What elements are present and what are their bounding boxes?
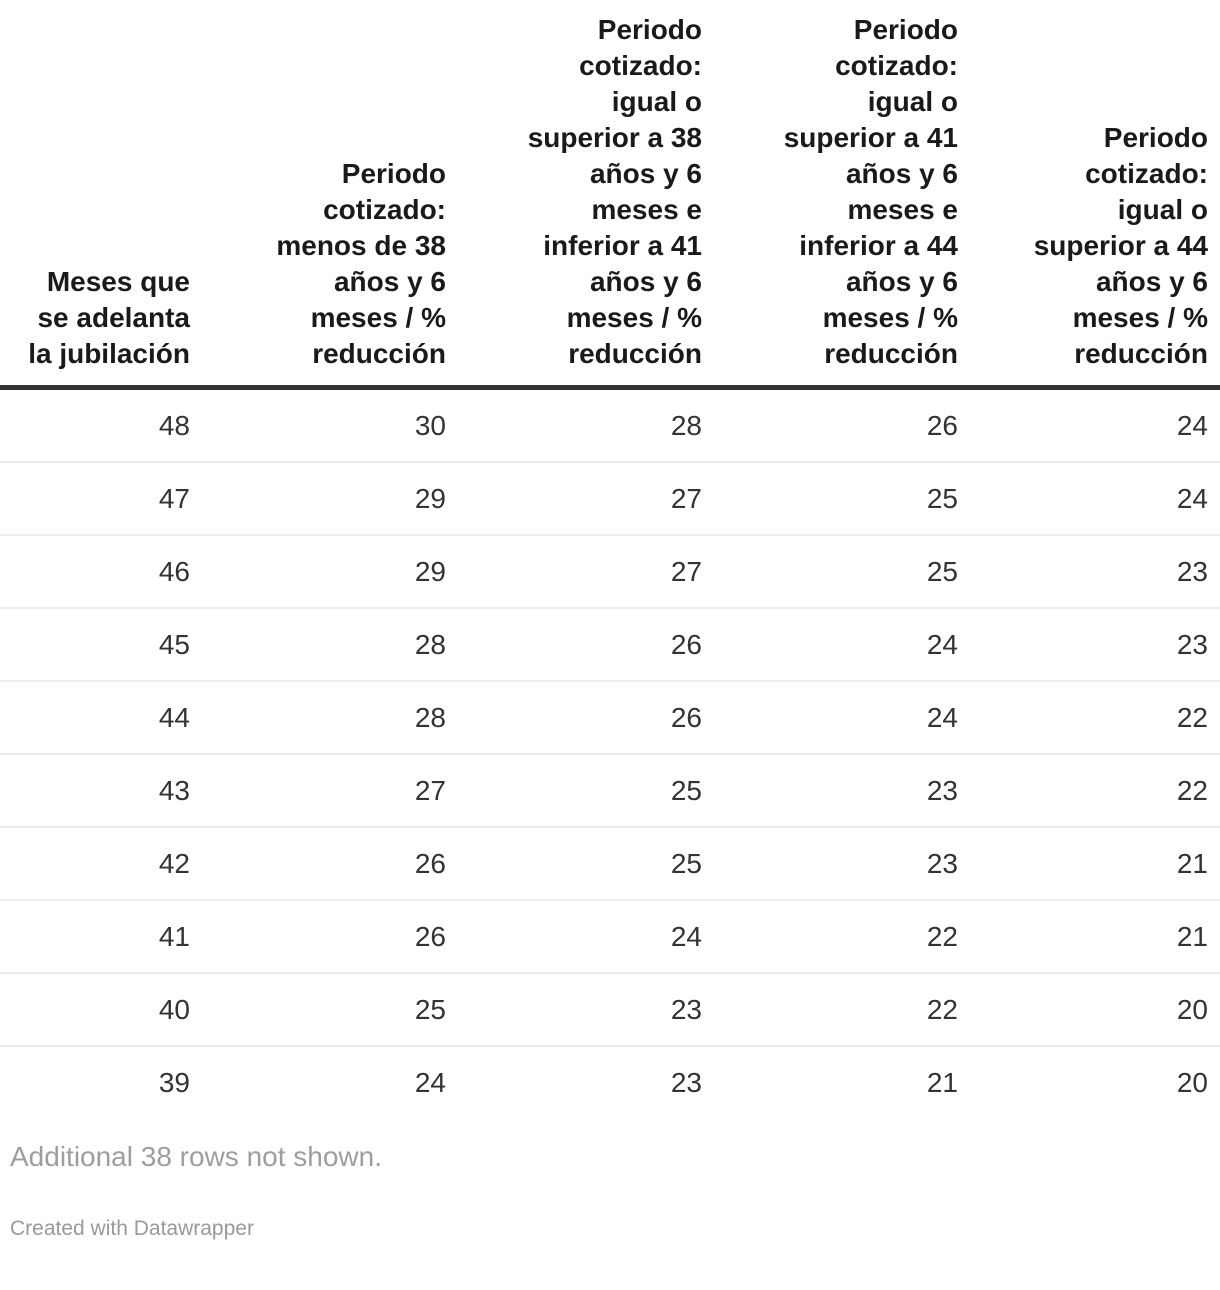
cell-reduccion: 20 [968,1046,1220,1118]
cell-meses: 45 [0,608,200,681]
column-header-periodo-41-a-44: Periodo cotizado: igual o superior a 41 años y 6 meses e inferior a 44 años y 6 meses / % reducción [712,0,968,388]
cell-meses: 47 [0,462,200,535]
cell-reduccion: 25 [712,535,968,608]
table-row [0,681,1220,754]
table-row [0,900,1220,973]
cell-meses: 43 [0,754,200,827]
column-header-periodo-38-a-41: Periodo cotizado: igual o superior a 38 años y 6 meses e inferior a 41 años y 6 meses / % reducción [456,0,712,388]
cell-meses: 42 [0,827,200,900]
cell-reduccion: 21 [968,900,1220,973]
cell-reduccion: 26 [456,608,712,681]
cell-reduccion: 20 [968,973,1220,1046]
cell-reduccion: 22 [712,973,968,1046]
cell-reduccion: 29 [200,535,456,608]
cell-reduccion: 24 [200,1046,456,1118]
cell-reduccion: 25 [200,973,456,1046]
cell-reduccion: 30 [200,388,456,463]
cell-reduccion: 21 [712,1046,968,1118]
cell-meses: 44 [0,681,200,754]
table-row [0,1046,1220,1118]
cell-reduccion: 24 [712,608,968,681]
cell-reduccion: 24 [712,681,968,754]
cell-reduccion: 24 [968,388,1220,463]
cell-reduccion: 25 [456,754,712,827]
table-row [0,462,1220,535]
column-header-meses-adelanto: Meses que se adelanta la jubilación [0,0,200,388]
cell-meses: 41 [0,900,200,973]
cell-reduccion: 28 [200,681,456,754]
cell-reduccion: 24 [968,462,1220,535]
cell-reduccion: 27 [200,754,456,827]
cell-reduccion: 21 [968,827,1220,900]
cell-meses: 39 [0,1046,200,1118]
table-header [0,0,1220,388]
table-row [0,608,1220,681]
cell-meses: 46 [0,535,200,608]
cell-reduccion: 25 [456,827,712,900]
cell-reduccion: 22 [968,681,1220,754]
datawrapper-attribution-link[interactable]: Created with Datawrapper [10,1217,254,1240]
cell-reduccion: 23 [456,1046,712,1118]
cell-reduccion: 26 [200,827,456,900]
cell-reduccion: 23 [456,973,712,1046]
cell-reduccion: 23 [968,535,1220,608]
cell-reduccion: 25 [712,462,968,535]
cell-meses: 48 [0,388,200,463]
cell-reduccion: 26 [200,900,456,973]
cell-reduccion: 26 [456,681,712,754]
cell-reduccion: 29 [200,462,456,535]
cell-reduccion: 24 [456,900,712,973]
cell-reduccion: 27 [456,535,712,608]
cell-reduccion: 28 [200,608,456,681]
cell-meses: 40 [0,973,200,1046]
column-header-periodo-mas-44: Periodo cotizado: igual o superior a 44 años y 6 meses / % reducción [968,0,1220,388]
table-row [0,754,1220,827]
table-row [0,388,1220,463]
header-row [0,0,1220,388]
table-body [0,388,1220,1119]
column-header-periodo-menos-38: Periodo cotizado: menos de 38 años y 6 meses / % reducción [200,0,456,388]
cell-reduccion: 22 [712,900,968,973]
cell-reduccion: 22 [968,754,1220,827]
cell-reduccion: 27 [456,462,712,535]
table-row [0,535,1220,608]
cell-reduccion: 23 [712,754,968,827]
cell-reduccion: 26 [712,388,968,463]
table-row [0,973,1220,1046]
cell-reduccion: 28 [456,388,712,463]
cell-reduccion: 23 [968,608,1220,681]
table-row [0,827,1220,900]
rows-not-shown-note: Additional 38 rows not shown. [10,1141,382,1172]
cell-reduccion: 23 [712,827,968,900]
